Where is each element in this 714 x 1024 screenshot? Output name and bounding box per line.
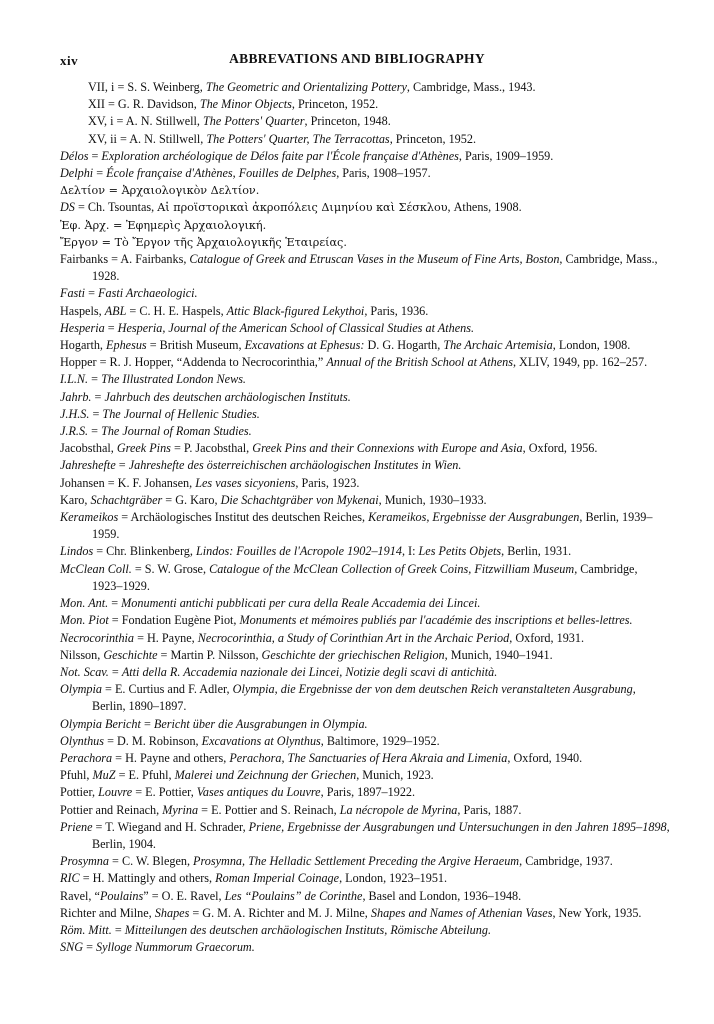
- bibliography-entry: [60, 716, 670, 733]
- entry-text: , Paris, 1887.: [457, 802, 522, 817]
- entry-italic-text: Olympia: [60, 682, 102, 697]
- entry-text: , Oxford, 1956.: [522, 441, 598, 456]
- bibliography-entry: [60, 234, 670, 251]
- entry-italic-text: Annual of the British School at Athens: [326, 355, 513, 370]
- entry-italic-text: Necrocorinthia: [60, 630, 135, 645]
- bibliography-entry: [60, 96, 670, 113]
- entry-italic-text: The Potters' Quarter: [203, 114, 305, 129]
- bibliography-entry: [60, 750, 670, 767]
- entry-text: , Baltimore, 1929–1952.: [320, 733, 440, 748]
- entry-italic-text: RIC: [60, 871, 80, 886]
- bibliography-entry: [60, 165, 670, 182]
- entry-italic-text: The Journal of Hellenic Studies.: [102, 406, 260, 421]
- entry-italic-text: Myrina: [162, 802, 199, 817]
- entry-text: =: [108, 596, 122, 611]
- entry-text: VII, i = S. S. Weinberg,: [88, 80, 206, 94]
- entry-italic-text: SNG: [60, 940, 84, 955]
- entry-text: , Paris, 1936.: [364, 303, 429, 318]
- entry-italic-text: Lindos: [60, 544, 94, 559]
- entry-italic-text: Shapes and Names of Athenian Vases: [370, 905, 553, 920]
- entry-italic-text: Exploration archéologique de Délos faite par l'École française d'Athènes: [101, 148, 459, 163]
- entry-text: = E. Pfuhl,: [115, 768, 175, 783]
- bibliography-entry: [60, 475, 670, 492]
- entry-text: , London, 1923–1951.: [339, 871, 448, 886]
- entry-italic-text: Röm. Mitt.: [60, 922, 112, 937]
- bibliography-entry: [60, 888, 670, 905]
- bibliography-entry: [60, 389, 670, 406]
- entry-italic-text: Délos: [60, 148, 89, 163]
- entry-italic-text: Olympia, die Ergebnisse der von dem deutschen Reich veranstalteten Ausgrabung: [232, 682, 633, 697]
- entry-italic-text: Monuments et mémoires publiés par l'académie des inscriptions et belles-lettres.: [239, 613, 633, 628]
- entry-text: , Oxford, 1931.: [509, 630, 585, 645]
- entry-italic-text: Geschichte der griechischen Religion: [261, 647, 445, 662]
- entry-italic-text: Hesperia: [60, 320, 105, 335]
- entry-italic-text: McClean Coll.: [60, 561, 132, 576]
- bibliography-entry: [60, 320, 670, 337]
- bibliography-list: [60, 79, 670, 956]
- entry-text: , Paris, 1909–1959.: [458, 148, 554, 163]
- entry-italic-text: MuZ: [92, 768, 116, 783]
- entry-text: =: [108, 664, 122, 679]
- entry-text: Nilsson,: [60, 647, 104, 662]
- entry-italic-text: I.L.N.: [60, 372, 89, 387]
- entry-text: = C. H. E. Haspels,: [126, 303, 227, 318]
- entry-greek-text: Δελτίον = Ἀρχαιολογικὸν Δελτίον.: [60, 184, 260, 198]
- entry-text: = H. Payne and others,: [112, 750, 230, 765]
- entry-greek-text: Ἔργον = Τὸ Ἔργον τῆς Ἀρχαιολογικῆς Ἑταιρείας.: [60, 235, 347, 249]
- entry-text: , Berlin, 1890–1897.: [92, 682, 636, 714]
- entry-text: , Berlin, 1939–1959.: [92, 510, 653, 542]
- entry-text: XII = G. R. Davidson,: [88, 97, 200, 112]
- entry-text: = E. Curtius and F. Adler,: [101, 682, 233, 697]
- bibliography-entry: [60, 406, 670, 423]
- bibliography-entry: [60, 819, 670, 853]
- entry-text: Johansen = K. F. Johansen,: [60, 475, 196, 490]
- entry-text: = D. M. Robinson,: [104, 733, 202, 748]
- bibliography-entry: [60, 337, 670, 354]
- entry-text: ” = O. E. Ravel,: [143, 888, 225, 903]
- entry-text: , Princeton, 1952.: [291, 97, 379, 112]
- bibliography-entry: [60, 922, 670, 939]
- bibliography-entry: [60, 664, 670, 681]
- bibliography-entry: [60, 492, 670, 509]
- entry-text: , New York, 1935.: [552, 905, 642, 920]
- bibliography-entry: [60, 595, 670, 612]
- bibliography-entry: [60, 561, 670, 595]
- entry-text: Karo,: [60, 492, 91, 507]
- entry-italic-text: Jahreshefte: [60, 458, 116, 473]
- entry-text: , Paris, 1908–1957.: [336, 166, 431, 181]
- bibliography-entry: [60, 733, 670, 750]
- bibliography-entry: [60, 217, 670, 234]
- entry-text: Haspels,: [60, 303, 105, 318]
- entry-italic-text: J.H.S.: [60, 406, 90, 421]
- entry-italic-text: Olympia Bericht: [60, 716, 141, 731]
- entry-text: , Basel and London, 1936–1948.: [362, 888, 522, 903]
- entry-text: , Berlin, 1931.: [501, 544, 572, 559]
- entry-italic-text: Roman Imperial Coinage: [215, 871, 340, 886]
- entry-text: , Cambridge, 1923–1929.: [92, 561, 638, 593]
- bibliography-entry: [60, 802, 670, 819]
- entry-italic-text: Perachora, The Sanctuaries of Hera Akraia and Limenia: [229, 750, 508, 765]
- entry-italic-text: Priene, Ergebnisse der Ausgrabungen und Untersuchungen in den Jahren 1895–1898: [248, 819, 667, 834]
- entry-greek-text: Ἐφ. Ἀρχ. = Ἐφημερὶς Ἀρχαιολογική.: [60, 218, 267, 232]
- entry-italic-text: DS: [60, 200, 75, 215]
- entry-italic-text: Greek Pins: [116, 441, 171, 456]
- entry-text: , Cambridge, Mass., 1928.: [92, 252, 658, 284]
- entry-text: = British Museum,: [146, 338, 245, 353]
- entry-text: =: [88, 424, 102, 439]
- bibliography-entry: [60, 509, 670, 543]
- entry-text: =: [140, 716, 154, 731]
- entry-text: = H. Payne,: [134, 630, 198, 645]
- entry-italic-text: Perachora: [60, 750, 113, 765]
- entry-italic-text: Lindos: Fouilles de l'Acropole 1902–1914: [196, 544, 402, 559]
- entry-text: =: [88, 148, 102, 163]
- entry-text: Jacobsthal,: [60, 441, 117, 456]
- entry-italic-text: Poulains: [99, 888, 144, 903]
- entry-text: , Oxford, 1940.: [507, 750, 583, 765]
- entry-text: = E. Pottier and S. Reinach,: [198, 802, 340, 817]
- entry-greek-text: Αἱ προϊστορικαὶ ἀκροπόλεις Διμηνίου καὶ Σέσκλου: [157, 201, 448, 215]
- page-title: ABBREVATIONS AND BIBLIOGRAPHY: [229, 51, 485, 66]
- entry-italic-text: Prosymna, The Helladic Settlement Preceding the Argive Heraeum: [193, 854, 520, 869]
- bibliography-entry: [60, 870, 670, 887]
- entry-italic-text: Delphi: [60, 166, 94, 181]
- entry-italic-text: Geschichte: [103, 647, 158, 662]
- entry-text: Pottier and Reinach,: [60, 802, 163, 817]
- entry-italic-text: Atti della R. Accademia nazionale dei Lincei, Notizie degli scavi di antichità.: [121, 664, 498, 679]
- entry-text: , Paris, 1923.: [295, 475, 360, 490]
- entry-italic-text: The Archaic Artemisia: [443, 338, 553, 353]
- entry-text: , Paris, 1897–1922.: [320, 785, 416, 800]
- entry-text: , Munich, 1940–1941.: [444, 647, 553, 662]
- page-number: xiv: [60, 53, 79, 68]
- entry-italic-text: Vases antiques du Louvre: [196, 785, 321, 800]
- entry-italic-text: Malerei und Zeichnung der Griechen: [174, 768, 357, 783]
- entry-italic-text: Les vases sicyoniens: [195, 475, 296, 490]
- bibliography-entry: [60, 371, 670, 388]
- entry-text: = Martin P. Nilsson,: [157, 647, 262, 662]
- entry-italic-text: Mon. Piot: [60, 613, 109, 628]
- bibliography-entry: [60, 853, 670, 870]
- bibliography-entry: [60, 647, 670, 664]
- entry-text: , Munich, 1930–1933.: [378, 492, 487, 507]
- bibliography-entry: [60, 199, 670, 216]
- entry-italic-text: Sylloge Nummorum Graecorum.: [96, 940, 255, 955]
- entry-text: , Princeton, 1948.: [304, 114, 391, 129]
- bibliography-entry: [60, 251, 670, 285]
- entry-italic-text: Hesperia, Journal of the American School of Classical Studies at Athens.: [117, 320, 474, 335]
- entry-text: , Cambridge, Mass., 1943.: [406, 80, 536, 94]
- entry-italic-text: Mon. Ant.: [60, 596, 109, 611]
- entry-italic-text: Excavations at Olynthus: [201, 733, 321, 748]
- entry-text: XV, ii = A. N. Stillwell,: [88, 131, 207, 146]
- entry-italic-text: Jahrb.: [60, 389, 92, 404]
- entry-italic-text: The Minor Objects: [199, 97, 292, 112]
- entry-text: , Princeton, 1952.: [389, 131, 477, 146]
- entry-italic-text: Catalogue of Greek and Etruscan Vases in the Museum of Fine Arts, Boston: [189, 252, 560, 267]
- entry-text: = C. W. Blegen,: [108, 854, 194, 869]
- bibliography-entry: [60, 131, 670, 148]
- entry-italic-text: Jahreshefte des österreichischen archäologischen Institutes in Wien.: [128, 458, 462, 473]
- entry-text: Hogarth,: [60, 338, 107, 353]
- bibliography-entry: [60, 79, 670, 96]
- entry-text: =: [93, 166, 107, 181]
- entry-text: Richter and Milne,: [60, 905, 155, 920]
- entry-italic-text: Priene: [60, 819, 93, 834]
- entry-text: Ravel, “: [60, 888, 100, 903]
- bibliography-entry: [60, 285, 670, 302]
- entry-text: XV, i = A. N. Stillwell,: [88, 114, 203, 129]
- bibliography-entry: [60, 681, 670, 715]
- bibliography-entry: [60, 905, 670, 922]
- entry-italic-text: Shapes: [154, 905, 190, 920]
- entry-italic-text: Prosymna: [60, 854, 109, 869]
- entry-italic-text: The Potters' Quarter, The Terracottas: [206, 131, 390, 146]
- entry-text: =: [115, 458, 129, 473]
- entry-italic-text: Necrocorinthia, a Study of Corinthian Art in the Archaic Period: [197, 630, 510, 645]
- entry-text: = Chr. Blinkenberg,: [93, 544, 196, 559]
- entry-text: Hopper = R. J. Hopper, “Addenda to Necrocorinthia,”: [60, 355, 327, 370]
- bibliography-entry: [60, 113, 670, 130]
- entry-text: , Cambridge, 1937.: [519, 854, 613, 869]
- bibliography-entry: [60, 440, 670, 457]
- entry-italic-text: Jahrbuch des deutschen archäologischen Instituts.: [104, 389, 351, 404]
- bibliography-entry: [60, 457, 670, 474]
- entry-italic-text: Fasti Archaeologici.: [98, 286, 198, 301]
- entry-text: Pottier,: [60, 785, 99, 800]
- entry-italic-text: Schachtgräber: [90, 492, 163, 507]
- entry-italic-text: Catalogue of the McClean Collection of Greek Coins, Fitzwilliam Museum: [209, 561, 575, 576]
- entry-text: = Ch. Tsountas,: [74, 200, 158, 215]
- entry-text: D. G. Hogarth,: [364, 338, 444, 353]
- entry-italic-text: La nécropole de Myrina: [339, 802, 458, 817]
- entry-text: = H. Mattingly and others,: [79, 871, 216, 886]
- entry-text: = T. Wiegand and H. Schrader,: [92, 819, 249, 834]
- entry-text: , Athens, 1908.: [447, 200, 522, 215]
- entry-italic-text: Kerameikos, Ergebnisse der Ausgrabungen: [368, 510, 580, 525]
- entry-text: =: [89, 406, 103, 421]
- bibliography-entry: [60, 612, 670, 629]
- entry-italic-text: Mitteilungen des deutschen archäologischen Instituts, Römische Abteilung.: [124, 922, 492, 937]
- bibliography-entry: [60, 543, 670, 560]
- entry-text: , Munich, 1923.: [356, 768, 434, 783]
- entry-text: , I:: [401, 544, 419, 559]
- bibliography-entry: [60, 303, 670, 320]
- entry-italic-text: The Illustrated London News.: [101, 372, 246, 387]
- entry-text: Fairbanks = A. Fairbanks,: [60, 252, 190, 267]
- entry-italic-text: Die Schachtgräber von Mykenai: [220, 492, 379, 507]
- entry-text: Pfuhl,: [60, 768, 93, 783]
- entry-italic-text: Not. Scav.: [60, 664, 109, 679]
- entry-text: = Archäologisches Institut des deutschen Reiches,: [118, 510, 369, 525]
- entry-italic-text: Les Petits Objets: [418, 544, 502, 559]
- entry-italic-text: Les “Poulains” de Corinthe: [224, 888, 363, 903]
- entry-text: , XLIV, 1949, pp. 162–257.: [512, 355, 648, 370]
- bibliography-entry: [60, 939, 670, 956]
- bibliography-entry: [60, 630, 670, 647]
- entry-italic-text: Excavations at Ephesus:: [244, 338, 365, 353]
- entry-text: = Fondation Eugène Piot,: [108, 613, 240, 628]
- bibliography-entry: [60, 784, 670, 801]
- bibliography-entry: [60, 182, 670, 199]
- entry-text: = G. Karo,: [162, 492, 221, 507]
- entry-text: =: [111, 922, 125, 937]
- bibliography-entry: [60, 148, 670, 165]
- entry-italic-text: ABL: [104, 303, 127, 318]
- entry-text: =: [88, 372, 102, 387]
- entry-text: =: [91, 389, 105, 404]
- bibliography-entry: [60, 354, 670, 371]
- entry-italic-text: The Geometric and Orientalizing Pottery: [205, 80, 407, 94]
- entry-italic-text: Kerameikos: [60, 510, 119, 525]
- entry-text: = G. M. A. Richter and M. J. Milne,: [189, 905, 371, 920]
- entry-text: =: [83, 940, 96, 955]
- entry-italic-text: Fasti: [60, 286, 86, 301]
- entry-italic-text: J.R.S.: [60, 424, 89, 439]
- entry-italic-text: Olynthus: [60, 733, 105, 748]
- entry-italic-text: The Journal of Roman Studies.: [101, 424, 252, 439]
- entry-text: =: [85, 286, 99, 301]
- entry-italic-text: Ephesus: [106, 338, 147, 353]
- entry-text: , Berlin, 1904.: [92, 819, 670, 851]
- entry-text: = E. Pottier,: [132, 785, 197, 800]
- entry-italic-text: Monumenti antichi pubblicati per cura della Reale Accademia dei Lincei.: [121, 596, 481, 611]
- entry-text: =: [104, 320, 118, 335]
- entry-italic-text: Bericht über die Ausgrabungen in Olympia.: [153, 716, 368, 731]
- entry-italic-text: Greek Pins and their Connexions with Europe and Asia: [252, 441, 523, 456]
- entry-italic-text: Attic Black-figured Lekythoi: [226, 303, 365, 318]
- bibliography-entry: [60, 767, 670, 784]
- entry-text: = P. Jacobsthal,: [170, 441, 253, 456]
- entry-text: , London, 1908.: [552, 338, 631, 353]
- entry-text: = S. W. Grose,: [131, 561, 210, 576]
- bibliography-entry: [60, 423, 670, 440]
- entry-italic-text: École française d'Athènes, Fouilles de Delphes: [106, 166, 337, 181]
- entry-italic-text: Louvre: [98, 785, 133, 800]
